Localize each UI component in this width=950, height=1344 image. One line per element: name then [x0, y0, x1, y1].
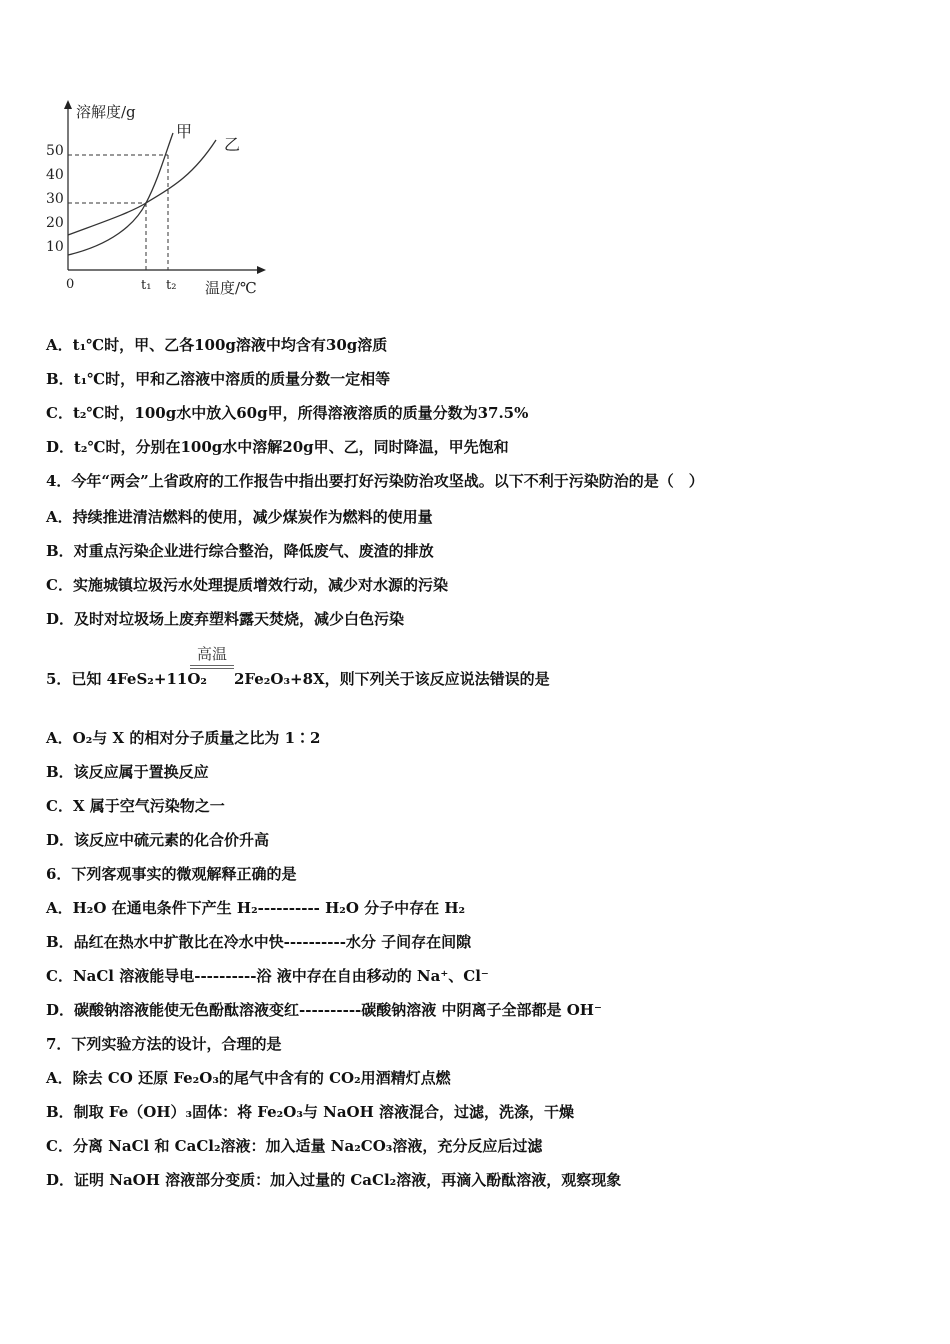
y-tick-50: 50	[46, 143, 64, 159]
q5-option-c: C．X 属于空气污染物之一	[46, 797, 225, 815]
q5-option-d: D．该反应中硫元素的化合价升高	[46, 831, 270, 849]
q7-option-b: B．制取 Fe（OH）₃固体：将 Fe₂O₃与 NaOH 溶液混合，过滤，洗涤，干燥	[46, 1103, 574, 1121]
series-yi-label: 乙	[224, 135, 241, 154]
q5-stem-right: 2Fe₂O₃+8X，则下列关于该反应说法错误的是	[234, 670, 550, 688]
solubility-chart	[40, 95, 280, 305]
q3-option-a: A．t₁℃时，甲、乙各100g溶液中均含有30g溶质	[46, 336, 388, 354]
origin-label: 0	[66, 277, 75, 292]
series-jia-curve	[68, 133, 173, 255]
q3-option-c: C．t₂℃时，100g水中放入60g甲，所得溶液溶质的质量分数为37.5%	[46, 404, 529, 422]
q4-option-a: A．持续推进清洁燃料的使用，减少煤炭作为燃料的使用量	[46, 508, 433, 526]
y-tick-10: 10	[46, 239, 64, 255]
y-axis-label: 溶解度/g	[76, 103, 136, 121]
q7-stem: 7．下列实验方法的设计，合理的是	[46, 1035, 282, 1053]
q5-option-a: A．O₂与 X 的相对分子质量之比为 1∶2	[46, 729, 321, 747]
q7-option-c: C．分离 NaCl 和 CaCl₂溶液：加入适量 Na₂CO₃溶液，充分反应后过滤	[46, 1137, 543, 1155]
condition-label: 高温	[196, 645, 227, 663]
q6-option-d: D．碳酸钠溶液能使无色酚酞溶液变红----------碳酸钠溶液 中阴离子全部都是 OH⁻	[46, 1001, 602, 1019]
y-tick-30: 30	[46, 191, 64, 207]
q5-stem-left: 5．已知 4FeS₂+11O₂	[46, 670, 207, 688]
x-axis-arrow	[257, 266, 266, 274]
x-tick-t2: t₂	[166, 278, 177, 293]
x-tick-t1: t₁	[141, 278, 152, 293]
y-ticks	[46, 143, 64, 255]
q6-option-b: B．品红在热水中扩散比在冷水中快----------水分 子间存在间隙	[46, 933, 472, 951]
reaction-condition	[190, 645, 234, 669]
q3-option-d: D．t₂℃时，分别在100g水中溶解20g甲、乙，同时降温，甲先饱和	[46, 438, 509, 456]
series-yi-curve	[68, 140, 216, 235]
q3-option-b: B．t₁℃时，甲和乙溶液中溶质的质量分数一定相等	[46, 370, 391, 388]
q7-option-d: D．证明 NaOH 溶液部分变质：加入过量的 CaCl₂溶液，再滴入酚酞溶液，观察现象	[46, 1171, 622, 1189]
q6-option-c: C．NaCl 溶液能导电----------浴 液中存在自由移动的 Na⁺、Cl⁻	[46, 967, 489, 985]
guide-lines	[68, 155, 168, 270]
y-axis-arrow	[64, 100, 72, 109]
equals-sign	[190, 665, 234, 669]
series-jia-label: 甲	[176, 122, 193, 141]
q4-option-b: B．对重点污染企业进行综合整治，降低废气、废渣的排放	[46, 542, 434, 560]
y-tick-40: 40	[46, 167, 64, 183]
q5-option-b: B．该反应属于置换反应	[46, 763, 209, 781]
q6-stem: 6．下列客观事实的微观解释正确的是	[46, 865, 297, 883]
q4-option-d: D．及时对垃圾场上废弃塑料露天焚烧，减少白色污染	[46, 610, 405, 628]
q7-option-a: A．除去 CO 还原 Fe₂O₃的尾气中含有的 CO₂用酒精灯点燃	[46, 1069, 451, 1087]
q6-option-a: A．H₂O 在通电条件下产生 H₂---------- H₂O 分子中存在 H₂	[46, 899, 466, 917]
x-axis-label: 温度/℃	[205, 279, 257, 297]
q4-option-c: C．实施城镇垃圾污水处理提质增效行动，减少对水源的污染	[46, 576, 448, 594]
y-tick-20: 20	[46, 215, 64, 231]
q4-stem: 4．今年“两会”上省政府的工作报告中指出要打好污染防治攻坚战。以下不利于污染防治的是（ ）	[46, 472, 704, 490]
